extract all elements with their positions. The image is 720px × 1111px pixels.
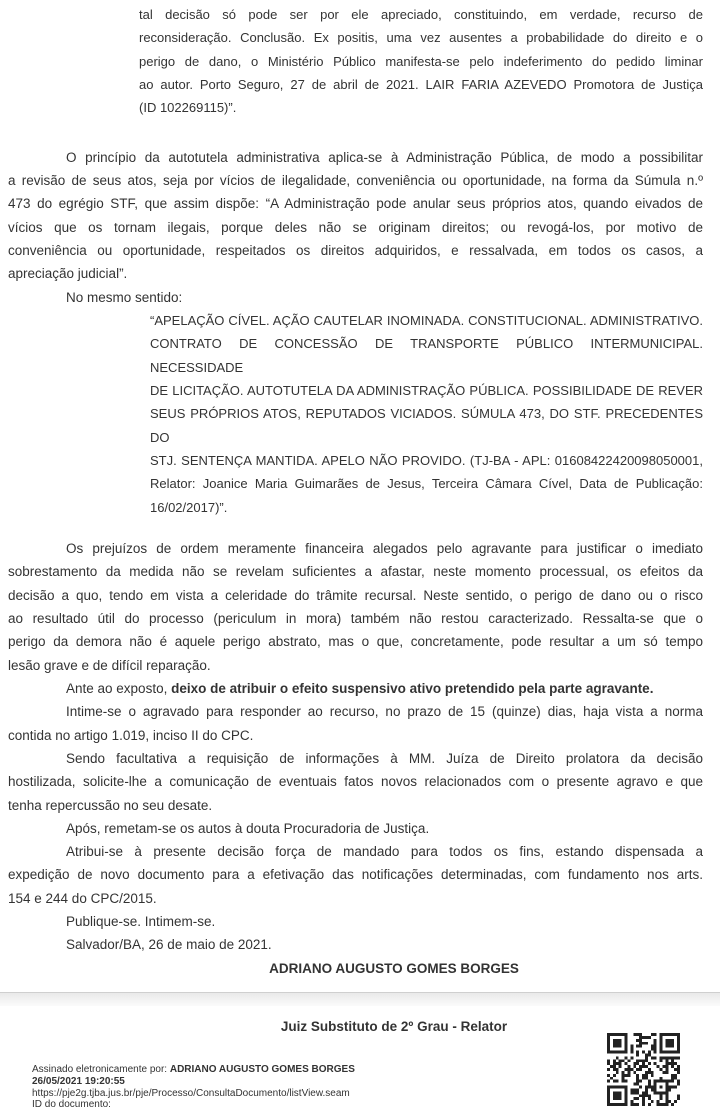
signature-role: Juiz Substituto de 2º Grau - Relator bbox=[280, 1019, 508, 1035]
text-line: Salvador/BA, 26 de maio de 2021. bbox=[66, 937, 272, 953]
signature-name: ADRIANO AUGUSTO GOMES BORGES bbox=[269, 960, 519, 976]
signed-by-name: ADRIANO AUGUSTO GOMES BORGES bbox=[169, 1064, 355, 1076]
text-line: tal decisão só pode ser por ele apreciado, constituindo, em verdade, recurso de bbox=[139, 7, 703, 22]
page-separator bbox=[0, 992, 720, 1006]
quote-mp-opinion bbox=[139, 3, 703, 120]
text-line: vícios que os tornam ilegais, porque deles não se originam direitos; ou revogá-los, por motivo de bbox=[8, 219, 703, 235]
text-line: STJ. SENTENÇA MANTIDA. APELO NÃO PROVIDO. (TJ-BA - APL: 01608422420098050001, bbox=[150, 452, 703, 468]
text-line: lesão grave e de difícil reparação. bbox=[8, 657, 211, 673]
text-line: perigo de dano, o Ministério Público manifesta-se pelo indeferimento do pedido liminar bbox=[139, 53, 703, 69]
text-line: Intime-se o agravado para responder ao recurso, no prazo de 15 (quinze) dias, haja vista a norma bbox=[66, 704, 703, 720]
quote-apelacao bbox=[150, 309, 703, 519]
verification-url: https://pje2g.tjba.jus.br/pje/Processo/ConsultaDocumento/listView.seam bbox=[32, 1087, 350, 1099]
text-line: hostilizada, solicite-lhe a comunicação de eventuais fatos novos relacionados com o presente agravo e que bbox=[8, 774, 703, 790]
paragraph-prejuizos bbox=[8, 537, 703, 677]
text-line: conveniência ou oportunidade, respeitados os direitos adquiridos, e ressalvada, em todos os casos, a bbox=[8, 242, 703, 258]
text-line: apreciação judicial”. bbox=[8, 266, 128, 282]
text-line: O princípio da autotutela administrativa aplica-se à Administração Pública, de modo a possibilitar bbox=[66, 149, 703, 165]
paragraph-sendo-facultativa bbox=[8, 747, 703, 817]
paragraph-ante-exposto bbox=[8, 677, 703, 700]
text-line: Publique-se. Intimem-se. bbox=[66, 914, 216, 930]
text-line: perigo da demora não é aquele perigo abstrato, mas o que, concretamente, pode resultar a um só tempo bbox=[8, 634, 703, 650]
text-line: 473 do egrégio STF, que assim dispõe: “A Administração pode anular seus próprios atos, quando eivados de bbox=[8, 196, 703, 212]
paragraph-atribui bbox=[8, 840, 703, 910]
text-line: decisão a quo, tendo em vista a celeridade do trâmite recursal. Neste sentido, o perigo de dano ou o risco bbox=[8, 587, 703, 603]
text-line: Após, remetam-se os autos à douta Procuradoria de Justiça. bbox=[66, 820, 430, 836]
text-line: 154 e 244 do CPC/2015. bbox=[8, 890, 157, 906]
text-line: a revisão de seus atos, seja por vícios de ilegalidade, conveniência ou oportunidade, na forma da Súmula n.º bbox=[8, 172, 703, 188]
text-line: No mesmo sentido: bbox=[66, 289, 183, 305]
text-line: Relator: Joanice Maria Guimarães de Jesus, Terceira Câmara Cível, Data de Publicação: bbox=[150, 476, 703, 492]
text-line: Os prejuízos de ordem meramente financeira alegados pelo agravante para justificar o imediato bbox=[66, 540, 703, 556]
signed-datetime: 26/05/2021 19:20:55 bbox=[32, 1076, 125, 1088]
paragraph-no-mesmo-sentido bbox=[8, 286, 703, 309]
text-line: CONTRATO DE CONCESSÃO DE TRANSPORTE PÚBLICO INTERMUNICIPAL. NECESSIDADE bbox=[150, 336, 703, 375]
qr-code-icon bbox=[607, 1033, 680, 1106]
paragraph-publique bbox=[8, 910, 703, 933]
signed-by-label: Assinado eletronicamente por: bbox=[32, 1064, 170, 1076]
paragraph-intime bbox=[8, 700, 703, 747]
paragraph-salvador-data bbox=[8, 933, 703, 956]
text-line: expedição de novo documento para a efetivação das notificações determinadas, com fundamento nos arts. bbox=[8, 867, 703, 883]
text-line: ao autor. Porto Seguro, 27 de abril de 2021. LAIR FARIA AZEVEDO Promotora de Justiça bbox=[139, 76, 703, 92]
text-line: sobrestamento da medida não se revelam suficientes a afastar, neste momento processual, os efeitos da bbox=[8, 564, 703, 580]
text-line: contida no artigo 1.019, inciso II do CPC. bbox=[8, 727, 254, 743]
document-id-label: ID do documento: bbox=[32, 1099, 111, 1111]
ante-exposto-prefix: Ante ao exposto, bbox=[66, 680, 172, 696]
text-line: SEUS PRÓPRIOS ATOS, REPUTADOS VICIADOS. SÚMULA 473, DO STF. PRECEDENTES DO bbox=[150, 406, 703, 445]
text-line: 16/02/2017)”. bbox=[150, 499, 228, 515]
decision-bold-ruling: deixo de atribuir o efeito suspensivo ativo pretendido pela parte agravante. bbox=[171, 680, 654, 696]
text-line: reconsideração. Conclusão. Ex positis, uma vez ausentes a probabilidade do direito e o bbox=[139, 30, 703, 46]
text-line: Sendo facultativa a requisição de informações à MM. Juíza de Direito prolatora da decisão bbox=[66, 750, 703, 766]
text-line: “APELAÇÃO CÍVEL. AÇÃO CAUTELAR INOMINADA. CONSTITUCIONAL. ADMINISTRATIVO. bbox=[150, 312, 703, 328]
paragraph-autotutela bbox=[8, 146, 703, 286]
text-line: tenha repercussão no seu desate. bbox=[8, 797, 213, 813]
text-line: (ID 102269115)”. bbox=[139, 100, 237, 116]
text-line: ao resultado útil do processo (periculum in mora) também não restou caracterizado. Ressalta-se que o bbox=[8, 610, 703, 626]
paragraph-apos bbox=[8, 817, 703, 840]
text-line: Atribui-se à presente decisão força de mandado para todos os fins, estando dispensada a bbox=[66, 844, 703, 860]
text-line: DE LICITAÇÃO. AUTOTUTELA DA ADMINISTRAÇÃO PÚBLICA. POSSIBILIDADE DE REVER bbox=[150, 382, 703, 398]
